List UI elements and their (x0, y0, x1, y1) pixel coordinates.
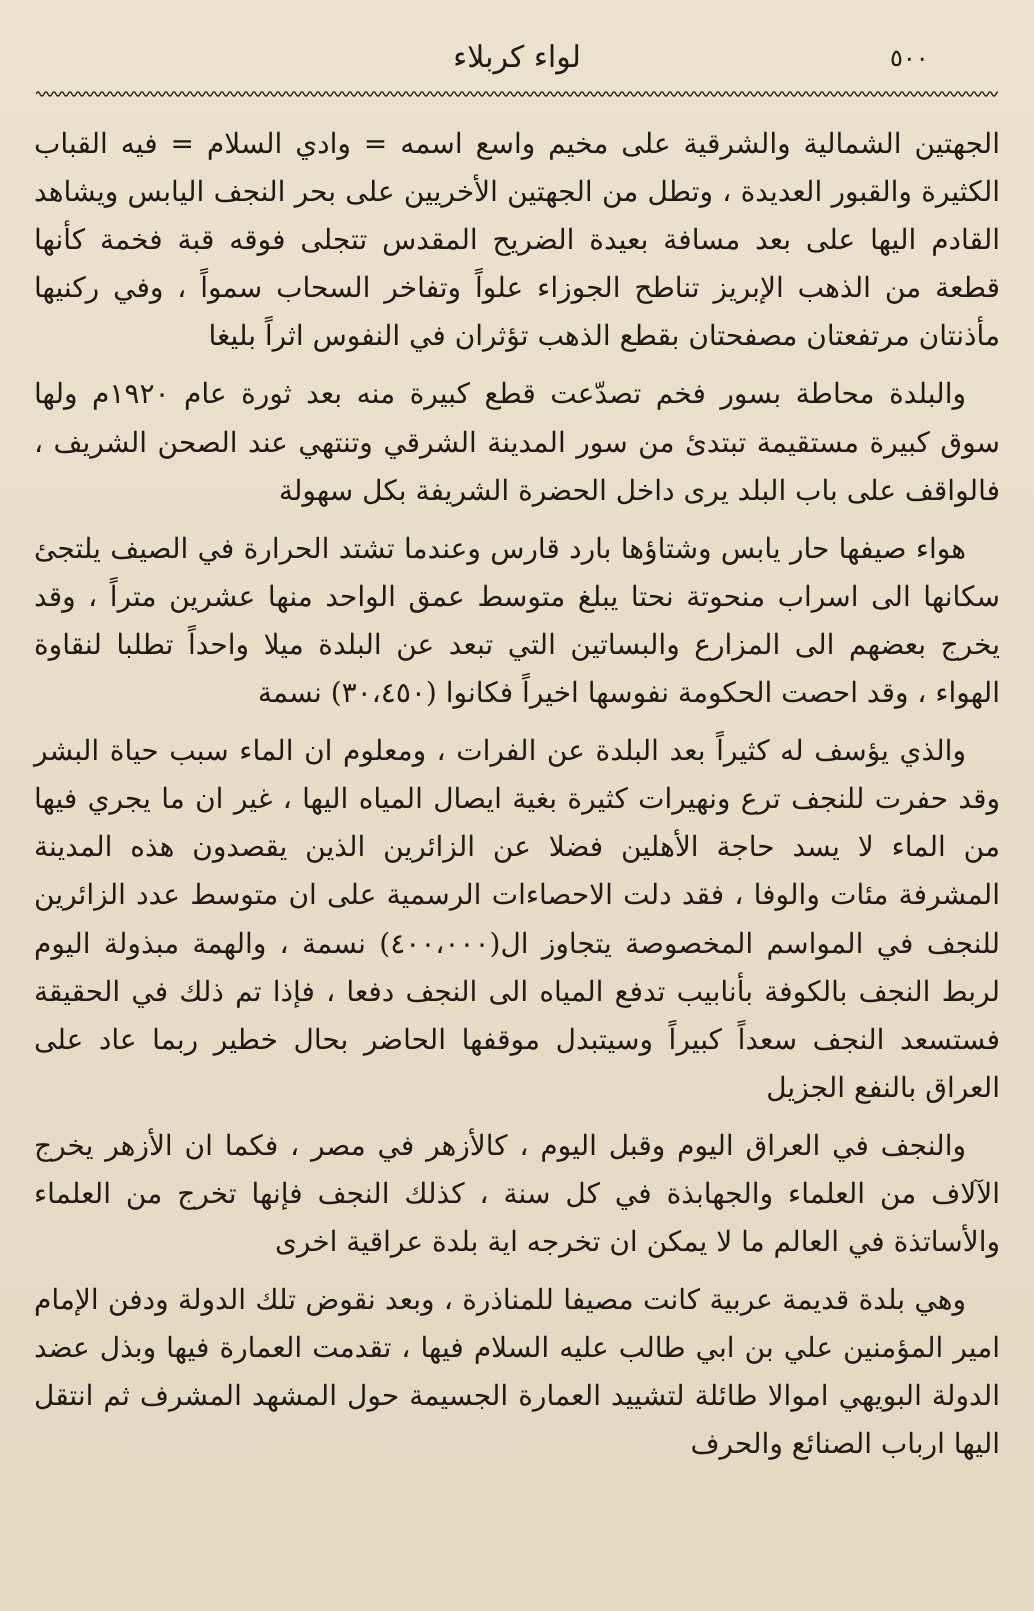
page-number: ٥٠٠ (890, 44, 929, 72)
paragraph-6: وهي بلدة قديمة عربية كانت مصيفا للمناذرة ، وبعد نقوض تلك الدولة ودفن الإمام امير المؤمنين علي بن ابي طالب عليه السلام فيها ، تقدمت العمارة فيها وبذل عضد الدولة البويهي اموالا طائلة لتشييد العمارة الجسيمة حول المشهد المشرف ثم انتقل اليها ارباب الصنائع والحرف (34, 1283, 1000, 1461)
paragraph-4: والذي يؤسف له كثيراً بعد البلدة عن الفرات ، ومعلوم ان الماء سبب حياة البشر وقد حفرت للنجف ترع ونهيرات كثيرة بغية ايصال المياه اليها ، غير ان ما يجري فيها من الماء لا يسد حاجة الأهلين فضلا عن الزائرين الذين يقصدون هذه المدينة المشرفة مئات والوفا ، فقد دلت الاحصاءات الرسمية على ان متوسط عدد الزائرين للنجف في المواسم المخصوصة يتجاوز ال(٤٠٠،٠٠٠) نسمة ، والهمة مبذولة اليوم لربط النجف بالكوفة بأنابيب تدفع المياه الى النجف دفعا ، فإذا تم ذلك في الحقيقة فستسعد النجف سعداً كبيراً وسيتبدل موقفها الحاضر بحال خطير ربما عاد على العراق بالنفع الجزيل (34, 734, 1001, 1104)
paragraph-5: والنجف في العراق اليوم وقبل اليوم ، كالأزهر في مصر ، فكما ان الأزهر يخرج الآلاف من العلماء والجهابذة في كل سنة ، كذلك النجف فإنها تخرج من العلماء والأساتذة في العالم ما لا يمكن ان تخرجه اية بلدة عراقية اخرى (34, 1128, 1000, 1259)
paragraph-3: هواء صيفها حار يابس وشتاؤها بارد قارس وعندما تشتد الحرارة في الصيف يلتجئ سكانها الى اسراب منحوتة نحتا يبلغ متوسط عمق الواحد منها عشرين متراً ، وقد يخرج بعضهم الى المزارع والبساتين التي تبعد عن البلدة ميلا واحداً تطلبا لنقاوة الهواء ، وقد احصت الحكومة نفوسها اخيراً فكانوا (٣٠،٤٥٠) نسمة (34, 531, 1000, 710)
wavy-rule-divider (36, 88, 998, 100)
page-header (40, 36, 994, 80)
article-body (34, 120, 1000, 1469)
running-title: لواء كربلاء (453, 40, 581, 75)
paragraph-2: والبلدة محاطة بسور فخم تصدّعت قطع كبيرة منه بعد ثورة عام ١٩٢٠م ولها سوق كبيرة مستقيمة تبتدئ من سور المدينة الشرقي وتنتهي عند الصحن الشريف ، فالواقف على باب البلد يرى داخل الحضرة الشريفة بكل سهولة (34, 377, 1000, 507)
paragraph-1: الجهتين الشمالية والشرقية على مخيم واسع اسمه = وادي السلام = فيه القباب الكثيرة والقبور العديدة ، وتطل من الجهتين الأخريين على بحر النجف اليابس ويشاهد القادم اليها على بعد مسافة بعيدة الضريح المقدس تتجلى فوقه قبة فخمة كأنها قطعة من الذهب الإبريز تناطح الجوزاء علواً وتفاخر السحاب سمواً ، وفي ركنيها مأذنتان مرتفعتان مصفحتان بقطع الذهب تؤثران في النفوس اثراً بليغا (34, 127, 1000, 353)
